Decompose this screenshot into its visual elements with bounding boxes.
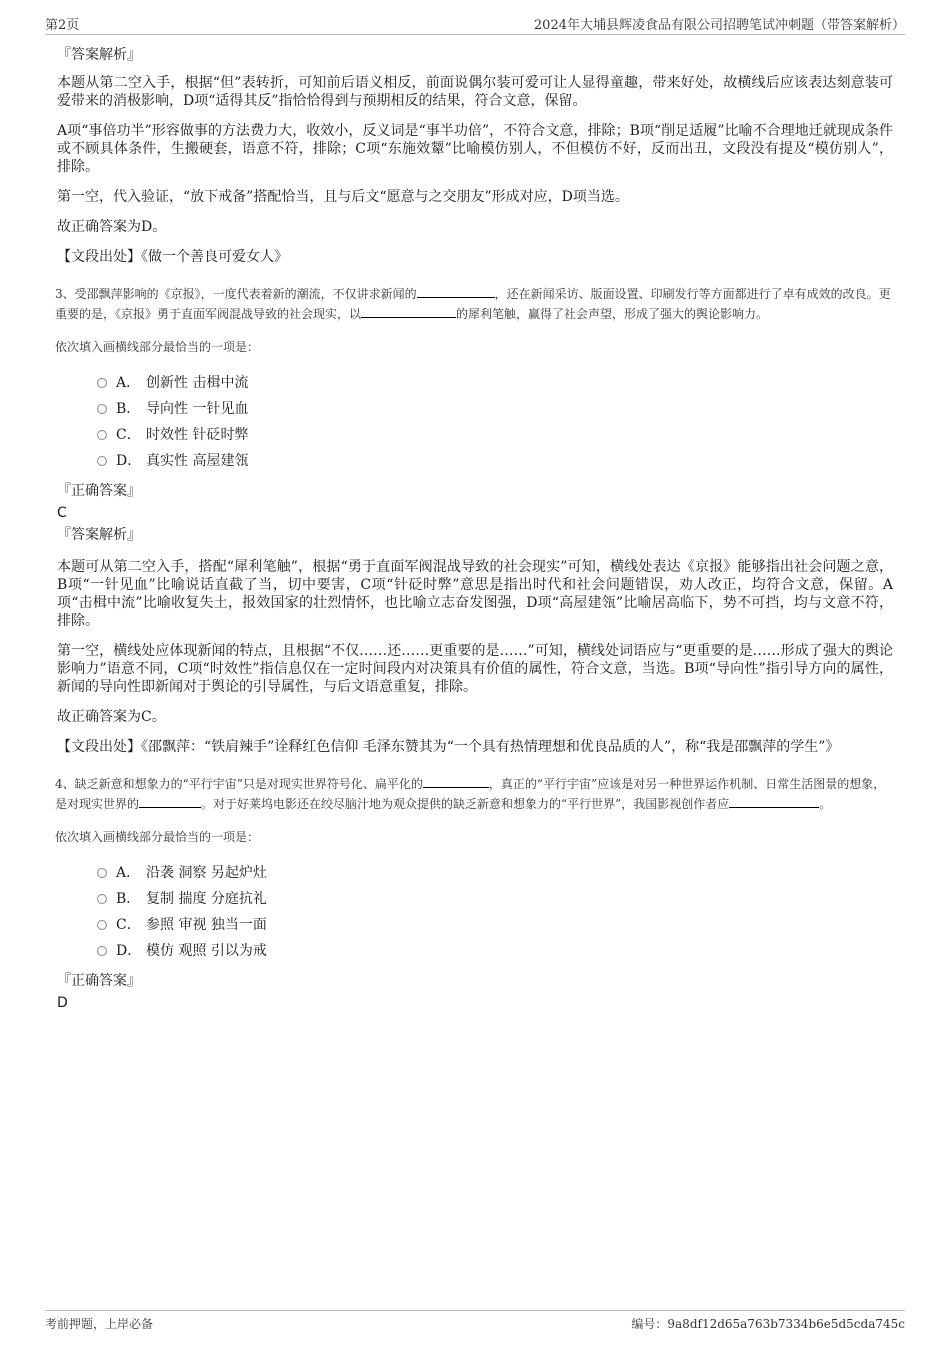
radio-icon[interactable] [97,456,107,466]
document-title: 2024年大埔县辉凌食品有限公司招聘笔试冲刺题（带答案解析） [533,18,905,33]
document-id: 编号：9a8df12d65a763b7334b6e5d5cda745c [631,1317,905,1331]
correct-answer: D [57,995,68,1011]
radio-icon[interactable] [97,430,107,440]
option-a[interactable]: A． 创新性 击楫中流 [97,370,893,396]
question-4-text: 4、缺乏新意和想象力的“平行宇宙”只是对现实世界符号化、扁平化的 ，真正的“平行宇宙”应该是对另一种世界运作机制、日常生活图景的想象，是对现实世界的 。对于好莱坞电影还在绞尽脑汁地为观众提供的缺乏新意和想象力的“平行世界”，我国影视创作者应 。 [55,777,886,811]
option-a[interactable]: A． 沿袭 洞察 另起炉灶 [97,860,893,886]
passage-source: 【文段出处】《邵飘萍：“铁肩辣手”诠释红色信仰 毛泽东赞其为“一个具有热情理想和优良品质的人”，称“我是邵飘萍的学生”》 [57,739,840,755]
page-footer [45,1310,905,1335]
correct-answer-label: 『正确答案』 [57,973,141,989]
footer-slogan: 考前押题，上岸必备 [45,1317,154,1331]
radio-icon[interactable] [97,894,107,904]
analysis-label: 『答案解析』 [57,527,141,543]
analysis-paragraph: 第一空，代入验证，“放下戒备”搭配恰当，且与后文“愿意与之交朋友”形成对应，D项当选。 [57,189,629,205]
options-list [97,370,893,474]
correct-answer-label: 『正确答案』 [57,483,141,499]
analysis-paragraph: A项“事倍功半”形容做事的方法费力大，收效小，反义词是“事半功倍”，不符合文意，排除；B项“削足适履”比喻不合理地迁就现成条件或不顾具体条件，生搬硬套，语意不符，排除；C项“东施效颦”比喻模仿别人，不但模仿不好，反而出丑，文段没有提及“模仿别人”，排除。 [57,123,893,175]
page-header [45,12,905,35]
option-b[interactable]: B． 导向性 一针见血 [97,396,893,422]
option-d[interactable]: D． 模仿 观照 引以为戒 [97,938,893,964]
radio-icon[interactable] [97,946,107,956]
option-d[interactable]: D． 真实性 高屋建瓴 [97,448,893,474]
passage-source: 【文段出处】《做一个善良可爱女人》 [57,249,288,265]
fill-blank [729,795,819,808]
question-3-text: 3、受邵飘萍影响的《京报》，一度代表着新的潮流，不仅讲求新闻的 ，还在新闻采访、版面设置、印刷发行等方面都进行了卓有成效的改良。更重要的是，《京报》勇于直面军阀混战导致的社会现实，以 的犀利笔触，赢得了社会声望，形成了强大的舆论影响力。 [55,287,891,321]
fill-blank [417,285,495,298]
answer-conclusion: 故正确答案为C。 [57,709,166,725]
fill-blank [361,305,456,318]
answer-conclusion: 故正确答案为D。 [57,219,167,235]
question-prompt: 依次填入画横线部分最恰当的一项是： [55,340,260,354]
analysis-paragraph: 本题从第二空入手，根据“但”表转折，可知前后语义相反，前面说偶尔装可爱可让人显得童趣，带来好处，故横线后应该表达刻意装可爱带来的消极影响，D项“适得其反”指恰恰得到与预期相反的结果，符合文意，保留。 [57,75,893,109]
radio-icon[interactable] [97,868,107,878]
question-prompt: 依次填入画横线部分最恰当的一项是： [55,830,260,844]
document-body [57,46,893,1016]
radio-icon[interactable] [97,378,107,388]
option-b[interactable]: B． 复制 揣度 分庭抗礼 [97,886,893,912]
fill-blank [139,795,201,808]
option-c[interactable]: C． 参照 审视 独当一面 [97,912,893,938]
analysis-label: 『答案解析』 [57,47,141,63]
options-list [97,860,893,964]
correct-answer: C [57,505,67,521]
radio-icon[interactable] [97,404,107,414]
analysis-paragraph: 本题可从第二空入手，搭配“犀利笔触”，根据“勇于直面军阀混战导致的社会现实”可知，横线处表达《京报》能够指出社会问题之意，B项“一针见血”比喻说话直截了当，切中要害，C项“针砭时弊”意思是指出时代和社会问题错误，劝人改正，均符合文意，保留。A项“击楫中流”比喻收复失土，报效国家的壮烈情怀，也比喻立志奋发图强，D项“高屋建瓴”比喻居高临下，势不可挡，均与文意不符，排除。 [57,559,893,629]
analysis-paragraph: 第一空，横线处应体现新闻的特点，且根据“不仅……还……更重要的是……”可知，横线处词语应与“更重要的是……形成了强大的舆论影响力”语意不同，C项“时效性”指信息仅在一定时间段内对决策具有价值的属性，符合文意，当选。B项“导向性”指引导方向的属性，新闻的导向性即新闻对于舆论的引导属性，与后文语意重复，排除。 [57,643,893,695]
option-c[interactable]: C． 时效性 针砭时弊 [97,422,893,448]
fill-blank [423,775,489,788]
radio-icon[interactable] [97,920,107,930]
page-number: 第2页 [45,18,80,33]
